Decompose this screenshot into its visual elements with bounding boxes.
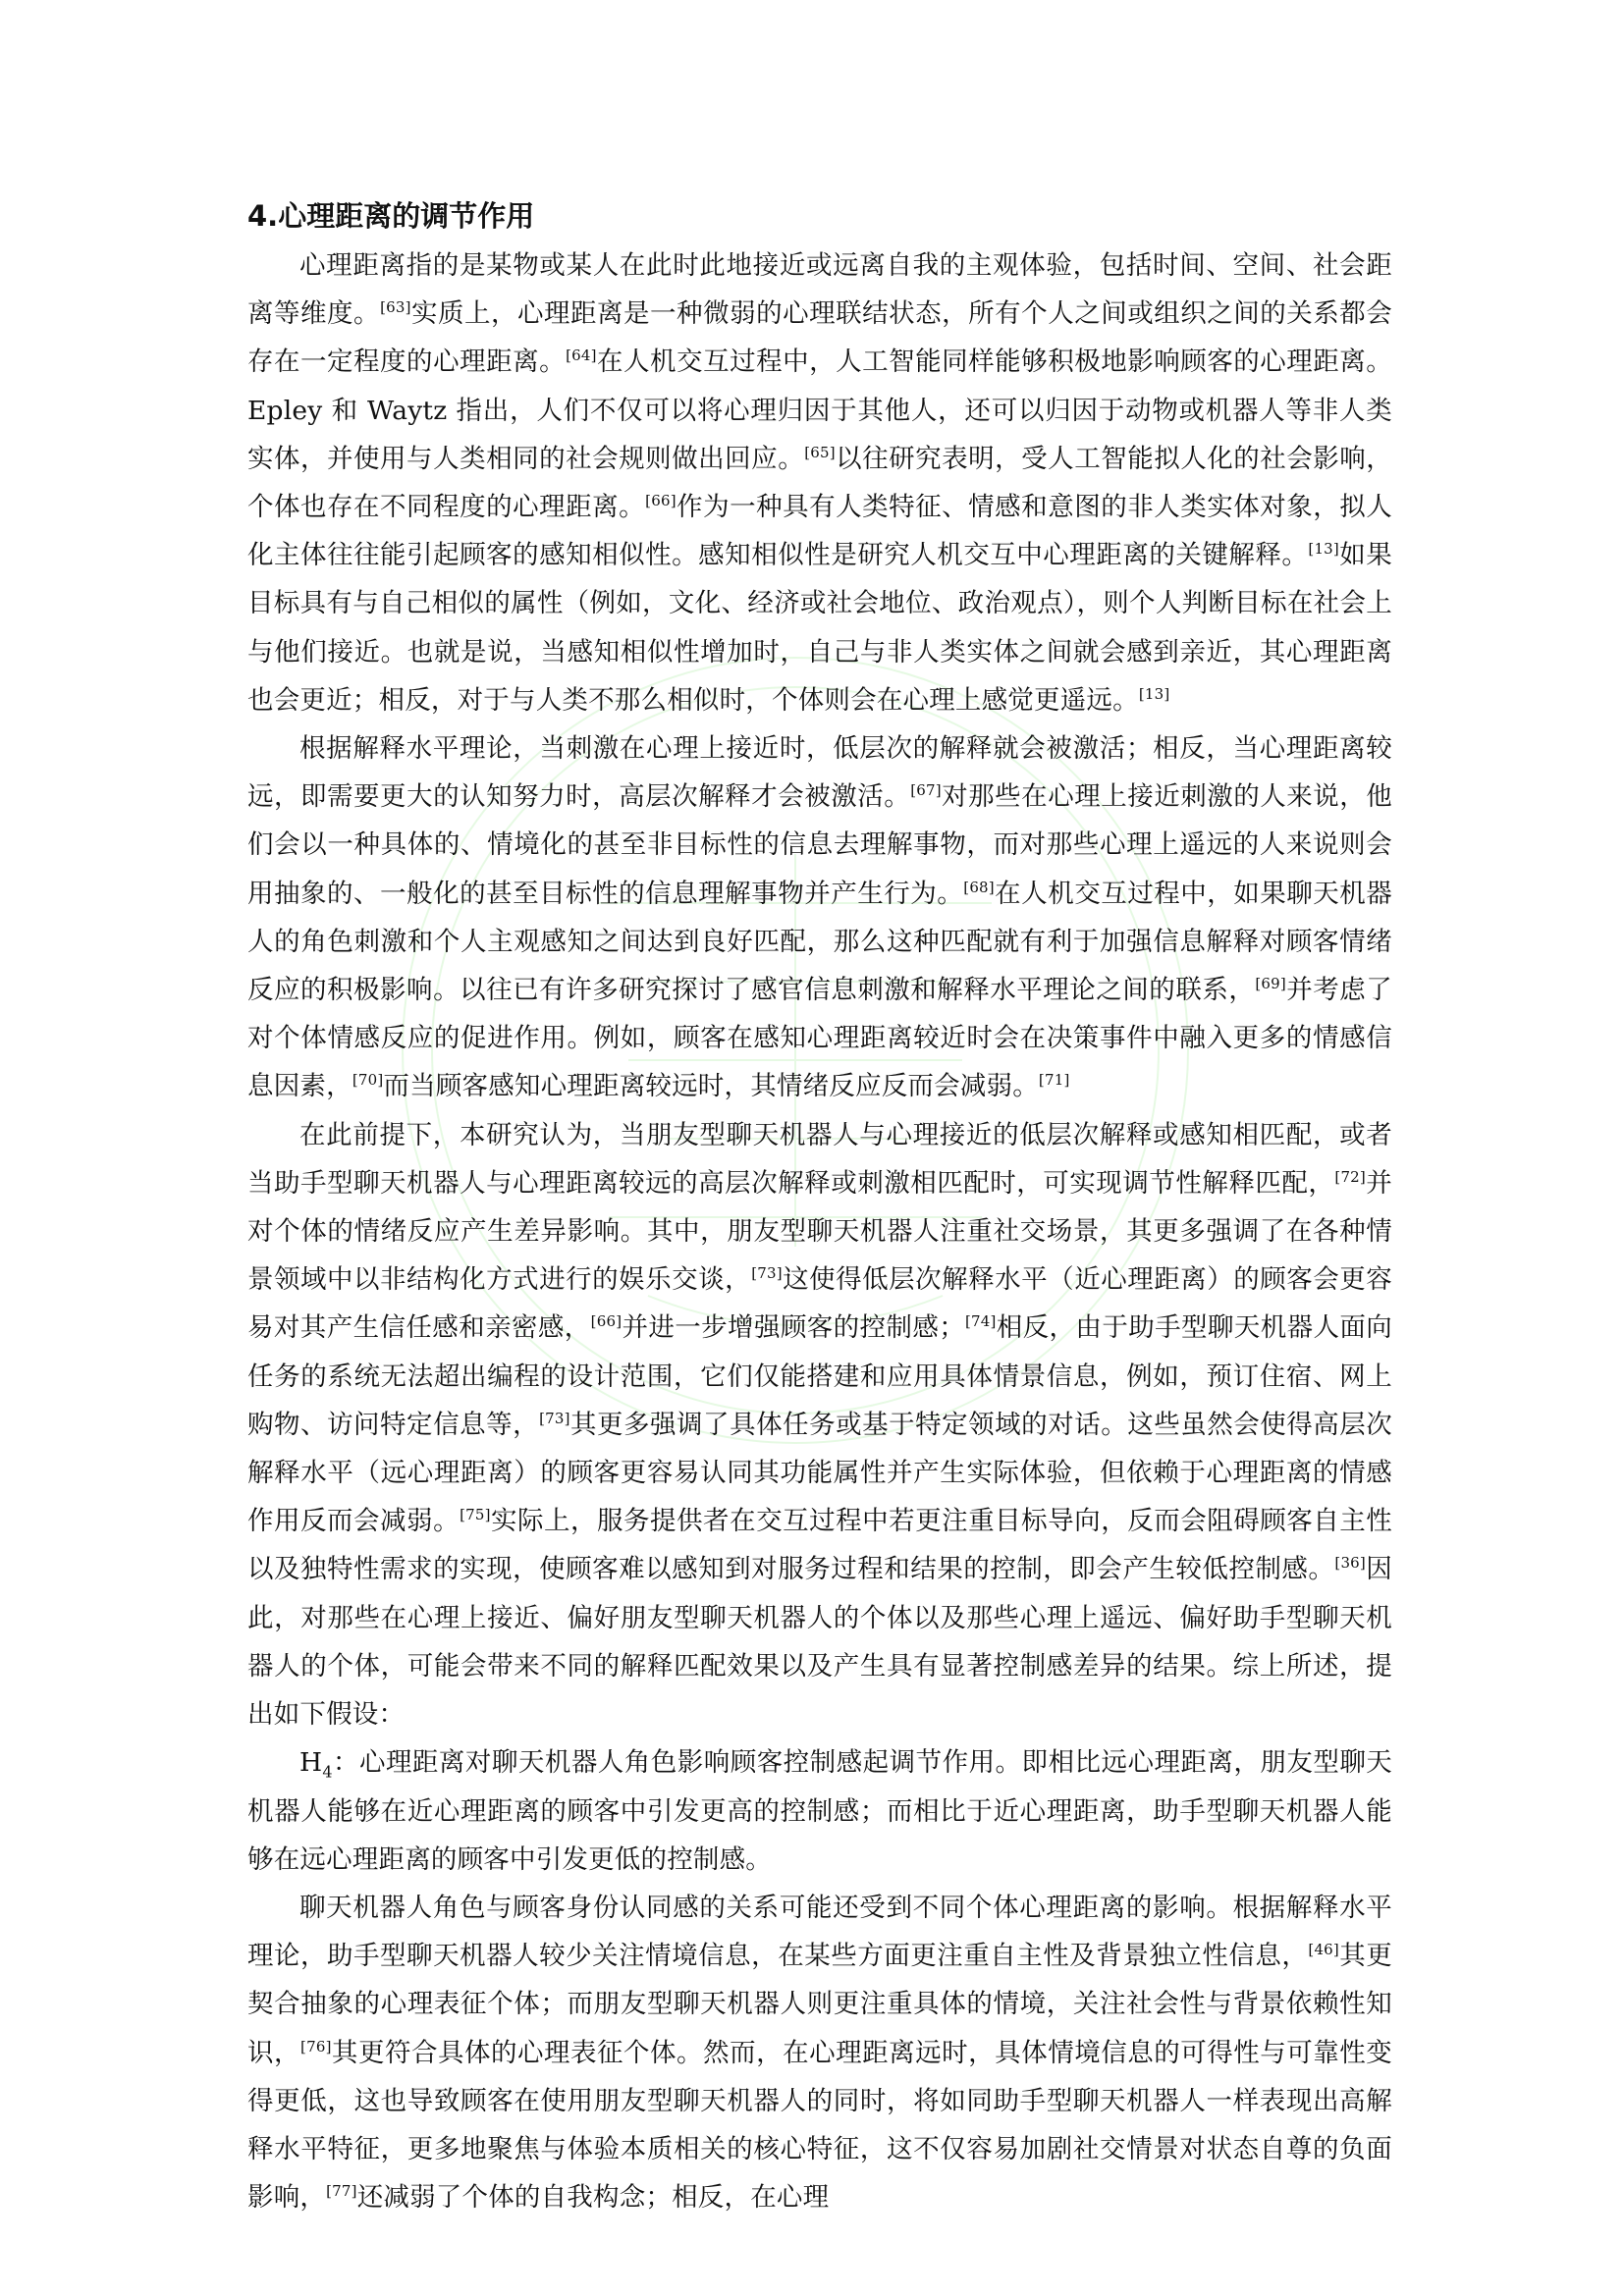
citation-ref: [77] [326,2182,357,2201]
citation-ref: [76] [300,2037,332,2056]
text-run: 在此前提下，本研究认为，当朋友型聊天机器人与心理接近的低层次解释或感知相匹配，或者当助手型聊天机器人与心理距离较远的高层次解释或刺激相匹配时，可实现调节性解释匹配， [247,1119,1392,1199]
text-run: 作为一种具有人类特征、情感和意图的非人类实体对象，拟人化主体往往能引起顾客的感知相似性。感知相似性是研究人机交互中心理距离的关键解释。 [247,492,1393,571]
subscript: 4 [322,1762,333,1782]
text-run: 聊天机器人角色与顾客身份认同感的关系可能还受到不同个体心理距离的影响。根据解释水平理论，助手型聊天机器人较少关注情境信息，在某些方面更注重自主性及背景独立性信息， [247,1892,1392,1972]
citation-ref: [71] [1038,1071,1070,1090]
citation-ref: [65] [804,443,836,461]
citation-ref: [36] [1334,1554,1366,1573]
section-heading: 4.心理距离的调节作用 [247,199,535,233]
text-run: 如果目标具有与自己相似的属性（例如，文化、经济或社会地位、政治观点），则个人判断目标在社会上与他们接近。也就是说，当感知相似性增加时，自己与非人类实体之间就会感到亲近，其心理距离也会更近；相反，对于与人类不那么相似时，个体则会在心理上感觉更遥远。 [247,540,1393,716]
citation-ref: [46] [1308,1941,1339,1959]
body-text [247,241,1392,2221]
text-run: H [299,1747,323,1779]
text-run: 心理距离指的是某物或某人在此时此地接近或远离自我的主观体验，包括时间、空间、社会距离等维度。 [247,250,1392,330]
text-run: 对那些在心理上接近刺激的人来说，他们会以一种具体的、情境化的甚至非目标性的信息去理解事物，而对那些心理上遥远的人来说则会用抽象的、一般化的甚至目标性的信息理解事物并产生行为。 [247,781,1393,909]
text-run: 还减弱了个体的自我构念；相反，在心理 [356,2182,830,2214]
text-run: 其更契合抽象的心理表征个体；而朋友型聊天机器人则更注重具体的情境，关注社会性与背景依赖性知识， [247,1941,1393,2068]
text-run: 这使得低层次解释水平（近心理距离）的顾客会更容易对其产生信任感和亲密感， [247,1264,1392,1344]
paragraph [247,1111,1392,1739]
citation-ref: [70] [352,1071,384,1090]
citation-ref: [68] [963,878,995,896]
text-run: 因此，对那些在心理上接近、偏好朋友型聊天机器人的个体以及那些心理上遥远、偏好助手型聊天机器人的个体，可能会带来不同的解释匹配效果以及产生具有显著控制感差异的结果。综上所述，提出如下假设： [247,1554,1392,1731]
text-run: 实际上，服务提供者在交互过程中若更注重目标导向，反而会阻碍顾客自主性以及独特性需求的实现，使顾客难以感知到对服务过程和结果的控制，即会产生较低控制感。 [247,1506,1392,1585]
citation-ref: [66] [645,492,677,510]
citation-ref: [13] [1308,540,1339,559]
text-run: 其更多强调了具体任务或基于特定领域的对话。这些虽然会使得高层次解释水平（远心理距离）的顾客更容易认同其功能属性并产生实际体验，但依赖于心理距离的情感作用反而会减弱。 [247,1409,1392,1537]
text-run: 实质上，心理距离是一种微弱的心理联结状态，所有个人之间或组织之间的关系都会存在一定程度的心理距离。 [247,298,1393,378]
text-run: 其更符合具体的心理表征个体。然而，在心理距离远时，具体情境信息的可得性与可靠性变得更低，这也导致顾客在使用朋友型聊天机器人的同时，将如同助手型聊天机器人一样表现出高解释水平特征，更多地聚焦与体验本质相关的核心特征，这不仅容易加剧社交情景对状态自尊的负面影响， [247,2037,1393,2214]
citation-ref: [67] [910,781,942,800]
text-run: 并考虑了对个体情感反应的促进作用。例如，顾客在感知心理距离较近时会在决策事件中融入更多的情感信息因素， [247,975,1392,1102]
text-run: 在人机交互过程中，如果聊天机器人的角色刺激和个人主观感知之间达到良好匹配，那么这种匹配就有利于加强信息解释对顾客情绪反应的积极影响。以往已有许多研究探讨了感官信息刺激和解释水平理论之间的联系， [247,878,1393,1006]
citation-ref: [72] [1334,1168,1366,1187]
paragraph [247,1738,1392,1884]
paragraph [247,1884,1392,2221]
text-run: ：心理距离对聊天机器人角色影响顾客控制感起调节作用。即相比远心理距离，朋友型聊天机器人能够在近心理距离的顾客中引发更高的控制感；而相比于近心理距离，助手型聊天机器人能够在远心理距离的顾客中引发更低的控制感。 [247,1747,1392,1875]
citation-ref: [74] [964,1312,997,1331]
citation-ref: [63] [380,298,411,317]
text-run: 以往研究表明，受人工智能拟人化的社会影响，个体也存在不同程度的心理距离。 [247,443,1392,523]
text-run: 并进一步增强顾客的控制感； [622,1312,965,1344]
citation-ref: [75] [460,1506,491,1524]
page-content [247,194,1392,2221]
text-run: 根据解释水平理论，当刺激在心理上接近时，低层次的解释就会被激活；相反，当心理距离较远，即需要更大的认知努力时，高层次解释才会被激活。 [247,733,1392,813]
text-run: 并对个体的情绪反应产生差异影响。其中，朋友型聊天机器人注重社交场景，其更多强调了在各种情景领域中以非结构化方式进行的娱乐交谈， [247,1167,1392,1296]
citation-ref: [69] [1255,975,1286,993]
paragraph [247,724,1392,1111]
paragraph [247,241,1392,724]
text-run: 而当顾客感知心理距离较远时，其情绪反应反而会减弱。 [383,1071,1039,1102]
citation-ref: [64] [566,347,597,365]
text-run: 相反，由于助手型聊天机器人面向任务的系统无法超出编程的设计范围，它们仅能搭建和应用具体情景信息，例如，预订住宿、网上购物、访问特定信息等， [247,1312,1392,1440]
citation-ref: [73] [539,1410,570,1428]
citation-ref: [73] [751,1264,783,1283]
citation-ref: [66] [590,1312,623,1331]
text-run: 在人机交互过程中，人工智能同样能够积极地影响顾客的心理距离。Epley 和 Waytz 指出，人们不仅可以将心理归因于其他人，还可以归因于动物或机器人等非人类实体，并使用与人类相同的社会规则做出回应。 [247,347,1393,474]
citation-ref: [13] [1138,685,1170,703]
